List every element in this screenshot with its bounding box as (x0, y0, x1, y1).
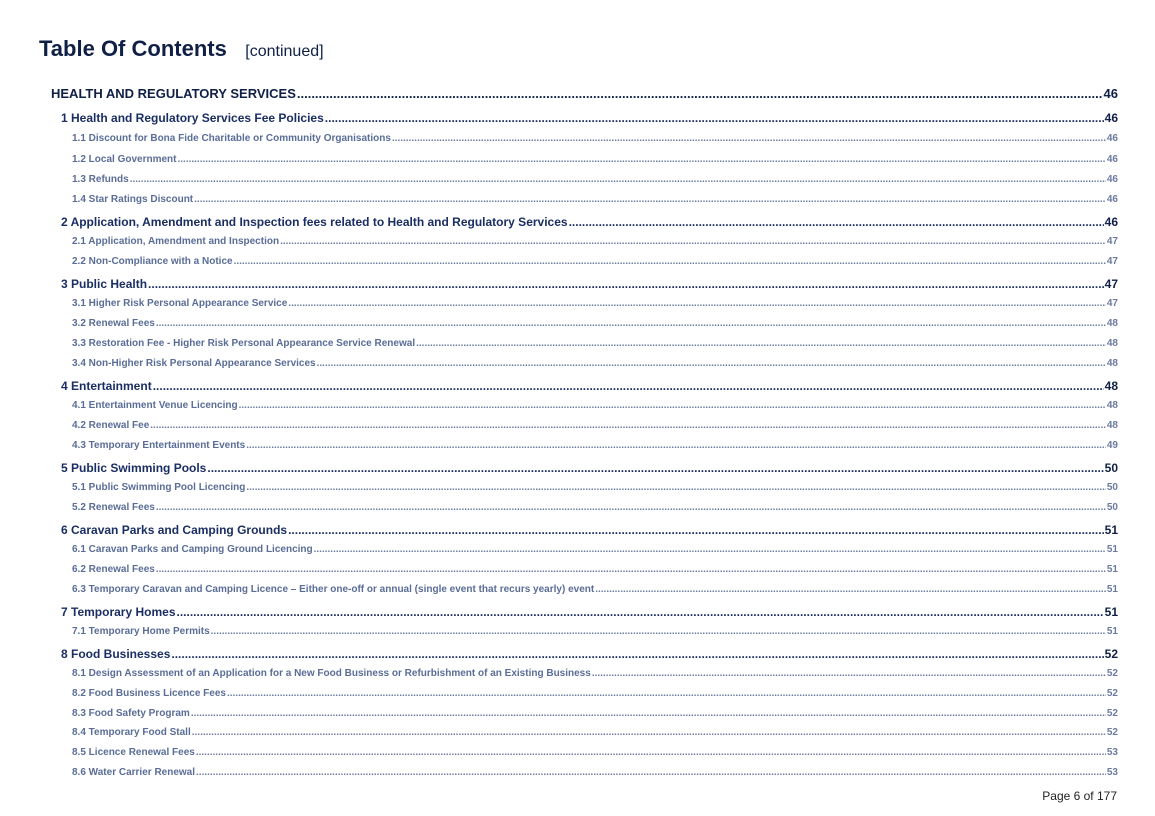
toc-entry-label: HEALTH AND REGULATORY SERVICES (51, 86, 296, 101)
toc-entry-label: 4.1 Entertainment Venue Licencing (72, 400, 238, 411)
toc-entry-page-number: 48 (1106, 358, 1118, 369)
toc-leader-dots (211, 626, 1106, 637)
toc-entry-page-number: 49 (1106, 440, 1118, 451)
toc-entry-page-number: 51 (1106, 584, 1118, 595)
toc-entry-label: 8.3 Food Safety Program (72, 708, 190, 719)
toc-entry[interactable] (61, 523, 1118, 537)
toc-leader-dots (171, 647, 1103, 661)
toc-leader-dots (130, 174, 1106, 185)
toc-leader-dots (569, 215, 1104, 229)
toc-entry[interactable] (72, 420, 1118, 431)
toc-entry-page-number: 51 (1106, 544, 1118, 555)
toc-entry-label: 8.4 Temporary Food Stall (72, 727, 191, 738)
toc-entry-label: 1 Health and Regulatory Services Fee Policies (61, 111, 324, 125)
toc-leader-dots (234, 256, 1106, 267)
toc-entry[interactable] (72, 174, 1118, 185)
toc-entry-label: 7.1 Temporary Home Permits (72, 626, 210, 637)
toc-entry[interactable] (72, 502, 1118, 513)
toc-leader-dots (156, 564, 1106, 575)
toc-entry[interactable] (72, 338, 1118, 349)
toc-entry-page-number: 46 (1104, 111, 1118, 125)
toc-entry-page-number: 46 (1106, 154, 1118, 165)
toc-entry[interactable] (72, 318, 1118, 329)
toc-entry[interactable] (61, 111, 1118, 125)
page-title: Table Of Contents (39, 36, 227, 61)
toc-entry[interactable] (72, 400, 1118, 411)
toc-leader-dots (196, 767, 1106, 778)
toc-entry-page-number: 47 (1106, 256, 1118, 267)
toc-leader-dots (297, 86, 1103, 101)
toc-entry-page-number: 50 (1106, 482, 1118, 493)
toc-entry[interactable] (72, 626, 1118, 637)
toc-entry-label: 3.3 Restoration Fee - Higher Risk Personal Appearance Service Renewal (72, 338, 416, 349)
toc-leader-dots (156, 318, 1106, 329)
toc-entry-label: 1.4 Star Ratings Discount (72, 194, 194, 205)
toc-entry-page-number: 48 (1106, 400, 1118, 411)
toc-entry[interactable] (72, 133, 1118, 144)
toc-entry[interactable] (72, 256, 1118, 267)
toc-leader-dots (150, 420, 1106, 431)
toc-entry[interactable] (72, 727, 1118, 738)
toc-entry[interactable] (72, 708, 1118, 719)
toc-entry-label: 1.1 Discount for Bona Fide Charitable or Community Organisations (72, 133, 391, 144)
page-number: Page 6 of 177 (1042, 789, 1117, 803)
toc-entry-label: 3.2 Renewal Fees (72, 318, 155, 329)
toc-entry[interactable] (72, 668, 1118, 679)
toc-entry[interactable] (72, 767, 1118, 778)
toc-leader-dots (148, 277, 1104, 291)
toc-entry-page-number: 52 (1104, 647, 1118, 661)
toc-entry[interactable] (61, 215, 1118, 229)
toc-leader-dots (246, 440, 1106, 451)
toc-entry-page-number: 52 (1106, 708, 1118, 719)
toc-entry[interactable] (61, 647, 1118, 661)
toc-entry-label: 8.2 Food Business Licence Fees (72, 688, 226, 699)
toc-entry-label: 1.3 Refunds (72, 174, 129, 185)
toc-entry-label: 8.5 Licence Renewal Fees (72, 747, 195, 758)
toc-entry[interactable] (72, 440, 1118, 451)
toc-entry[interactable] (72, 298, 1118, 309)
toc-entry-page-number: 47 (1106, 236, 1118, 247)
toc-entry[interactable] (61, 461, 1118, 475)
toc-entry-label: 5 Public Swimming Pools (61, 461, 207, 475)
toc-entry[interactable] (72, 236, 1118, 247)
toc-entry-label: 4.3 Temporary Entertainment Events (72, 440, 246, 451)
toc-entry-page-number: 48 (1106, 420, 1118, 431)
toc-entry-page-number: 50 (1104, 461, 1118, 475)
toc-entry-label: 5.2 Renewal Fees (72, 502, 155, 513)
toc-leader-dots (196, 747, 1106, 758)
page-subtitle: [continued] (245, 43, 324, 60)
toc-leader-dots (192, 727, 1106, 738)
toc-entry[interactable] (72, 194, 1118, 205)
toc-entry[interactable] (72, 482, 1118, 493)
toc-entry[interactable] (72, 584, 1118, 595)
toc-entry-label: 2.1 Application, Amendment and Inspection (72, 236, 280, 247)
toc-entry-page-number: 46 (1106, 174, 1118, 185)
toc-entry-page-number: 51 (1106, 626, 1118, 637)
toc-entry[interactable] (51, 86, 1118, 101)
toc-entry-page-number: 48 (1104, 379, 1118, 393)
toc-entry-label: 8.1 Design Assessment of an Application for a New Food Business or Refurbishment of an Existing Business (72, 668, 591, 679)
toc-entry[interactable] (72, 747, 1118, 758)
toc-entry[interactable] (61, 605, 1118, 619)
toc-entry-page-number: 46 (1106, 194, 1118, 205)
toc-entry-label: 1.2 Local Government (72, 154, 177, 165)
toc-entry[interactable] (72, 154, 1118, 165)
toc-entry-label: 8 Food Businesses (61, 647, 171, 661)
toc-entry-label: 4.2 Renewal Fee (72, 420, 150, 431)
toc-leader-dots (314, 544, 1106, 555)
toc-entry-page-number: 47 (1104, 277, 1118, 291)
toc-leader-dots (227, 688, 1106, 699)
toc-leader-dots (191, 708, 1106, 719)
toc-leader-dots (595, 584, 1106, 595)
toc-entry-page-number: 46 (1106, 133, 1118, 144)
toc-leader-dots (177, 605, 1104, 619)
toc-leader-dots (280, 236, 1106, 247)
toc-entry-label: 3.4 Non-Higher Risk Personal Appearance Services (72, 358, 316, 369)
toc-entry-page-number: 52 (1106, 688, 1118, 699)
toc-entry-label: 6.1 Caravan Parks and Camping Ground Licencing (72, 544, 313, 555)
toc-leader-dots (239, 400, 1106, 411)
toc-entry-label: 4 Entertainment (61, 379, 152, 393)
toc-entry-page-number: 50 (1106, 502, 1118, 513)
toc-entry-page-number: 52 (1106, 727, 1118, 738)
toc-entry-label: 3 Public Health (61, 277, 148, 291)
toc-leader-dots (288, 298, 1106, 309)
toc-leader-dots (207, 461, 1103, 475)
toc-leader-dots (325, 111, 1104, 125)
toc-entry-page-number: 51 (1104, 523, 1118, 537)
toc-leader-dots (153, 379, 1104, 393)
toc-entry-page-number: 53 (1106, 747, 1118, 758)
toc-entry-page-number: 46 (1104, 215, 1118, 229)
toc-entry-page-number: 47 (1106, 298, 1118, 309)
toc-leader-dots (194, 194, 1106, 205)
toc-leader-dots (156, 502, 1106, 513)
toc-entry-label: 6.3 Temporary Caravan and Camping Licence – Either one-off or annual (single event that recurs yearly) event (72, 584, 595, 595)
toc-leader-dots (246, 482, 1106, 493)
toc-entry[interactable] (61, 379, 1118, 393)
toc-entry[interactable] (72, 688, 1118, 699)
toc-entry-page-number: 53 (1106, 767, 1118, 778)
toc-leader-dots (288, 523, 1104, 537)
toc-entry-page-number: 46 (1103, 86, 1118, 101)
toc-entry-label: 2.2 Non-Compliance with a Notice (72, 256, 233, 267)
toc-entry-label: 5.1 Public Swimming Pool Licencing (72, 482, 246, 493)
toc-leader-dots (317, 358, 1106, 369)
toc-entry-page-number: 51 (1104, 605, 1118, 619)
toc-entry-page-number: 48 (1106, 338, 1118, 349)
toc-entry[interactable] (72, 564, 1118, 575)
toc-leader-dots (592, 668, 1106, 679)
toc-entry-label: 3.1 Higher Risk Personal Appearance Service (72, 298, 288, 309)
toc-entry-page-number: 52 (1106, 668, 1118, 679)
toc-entry[interactable] (72, 544, 1118, 555)
toc-entry[interactable] (61, 277, 1118, 291)
toc-leader-dots (177, 154, 1105, 165)
toc-entry-page-number: 51 (1106, 564, 1118, 575)
toc-entry-page-number: 48 (1106, 318, 1118, 329)
toc-entry-label: 6 Caravan Parks and Camping Grounds (61, 523, 288, 537)
toc-entry-label: 2 Application, Amendment and Inspection fees related to Health and Regulatory Services (61, 215, 568, 229)
toc-entry-label: 8.6 Water Carrier Renewal (72, 767, 196, 778)
toc-entry-label: 7 Temporary Homes (61, 605, 176, 619)
toc-leader-dots (392, 133, 1106, 144)
toc-entry-label: 6.2 Renewal Fees (72, 564, 155, 575)
toc-entry[interactable] (72, 358, 1118, 369)
toc-leader-dots (416, 338, 1106, 349)
